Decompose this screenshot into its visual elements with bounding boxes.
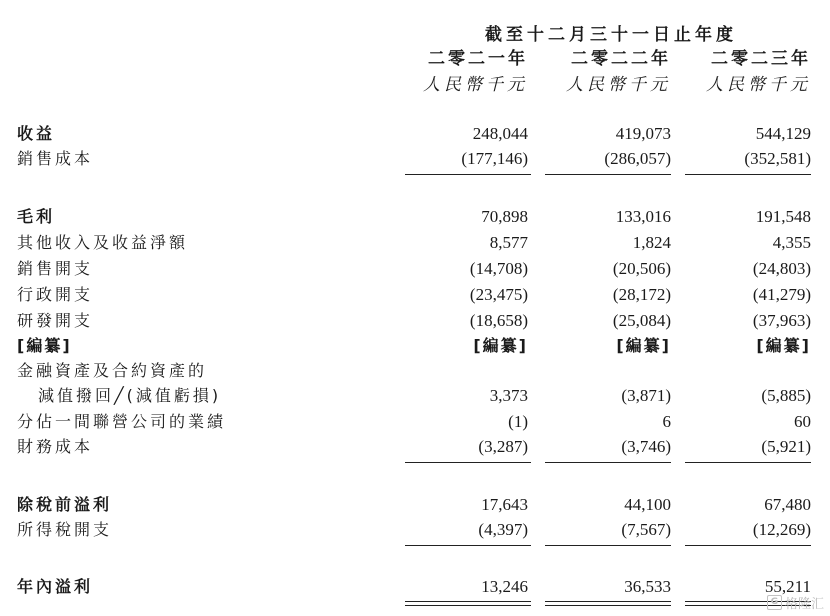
cell-2021: (177,146): [461, 149, 528, 168]
cell-2023: [編纂]: [756, 336, 811, 355]
row-label: 財務成本: [17, 437, 94, 456]
cell-2023: (41,279): [752, 285, 811, 304]
cell-2023: 67,480: [764, 495, 811, 514]
cell-2021: 8,577: [489, 233, 528, 252]
row-label: 毛利: [17, 207, 56, 226]
table-row-impairment: [0, 385, 830, 409]
table-row-cost-of-sales: [0, 148, 830, 172]
table-row-revenue: [0, 123, 830, 147]
cell-2021: (1): [508, 412, 528, 431]
watermark-logo-icon: G: [767, 595, 782, 610]
subtotal-rule-2022: [545, 174, 671, 175]
cell-2023: (24,803): [752, 259, 811, 278]
cell-2023: 544,129: [755, 124, 811, 143]
row-label: 分佔一間聯營公司的業績: [17, 412, 227, 431]
subtotal-rule-2023: [685, 462, 811, 463]
unit-header-2023: 人民幣千元: [706, 75, 811, 95]
cell-2021: 70,898: [481, 207, 528, 226]
table-row-profit-for-year: [0, 576, 830, 600]
cell-2022: 36,533: [624, 577, 671, 596]
table-row-admin-expenses: [0, 284, 830, 308]
table-row-redacted: [0, 335, 830, 359]
subtotal-rule-2022: [545, 545, 671, 546]
cell-2022: (7,567): [621, 520, 671, 539]
table-row-impairment-line1: [0, 360, 830, 384]
row-label: 銷售開支: [17, 259, 94, 278]
watermark-text: 格隆汇: [784, 597, 824, 612]
cell-2023: (352,581): [744, 149, 811, 168]
row-label: 除稅前溢利: [17, 495, 113, 514]
row-label: 年內溢利: [17, 577, 94, 596]
total-double-rule-2022: [545, 601, 671, 606]
watermark: [767, 593, 824, 612]
year-header-2022: 二零二二年: [571, 49, 671, 69]
cell-2023: 60: [794, 412, 811, 431]
cell-2021: 248,044: [472, 124, 528, 143]
cell-2022: (20,506): [612, 259, 671, 278]
table-row-income-tax: [0, 519, 830, 543]
cell-2021: 17,643: [481, 495, 528, 514]
cell-2022: (3,871): [621, 386, 671, 405]
cell-2023: 55,211: [764, 577, 811, 596]
cell-2022: [編纂]: [616, 336, 671, 355]
row-label: 研發開支: [17, 311, 94, 330]
row-label: 銷售成本: [17, 149, 94, 168]
table-row-other-income: [0, 232, 830, 256]
cell-2022: 44,100: [624, 495, 671, 514]
cell-2023: (5,921): [761, 437, 811, 456]
subtotal-rule-2021: [405, 545, 531, 546]
cell-2021: [編纂]: [473, 336, 528, 355]
table-row-associate-share: [0, 411, 830, 435]
cell-2021: (3,287): [478, 437, 528, 456]
cell-2023: (37,963): [752, 311, 811, 330]
cell-2022: (3,746): [621, 437, 671, 456]
cell-2023: (12,269): [752, 520, 811, 539]
row-label: 所得稅開支: [17, 520, 113, 539]
cell-2022: (28,172): [612, 285, 671, 304]
cell-2021: 3,373: [489, 386, 528, 405]
cell-2021: (23,475): [469, 285, 528, 304]
cell-2022: (25,084): [612, 311, 671, 330]
subtotal-rule-2022: [545, 462, 671, 463]
subtotal-rule-2021: [405, 462, 531, 463]
cell-2021: (4,397): [478, 520, 528, 539]
subtotal-rule-2021: [405, 174, 531, 175]
table-row-gross-profit: [0, 206, 830, 230]
row-label: [編纂]: [17, 336, 72, 355]
row-label: 行政開支: [17, 285, 94, 304]
cell-2022: 6: [662, 412, 671, 431]
year-header-2023: 二零二三年: [711, 49, 811, 69]
table-row-finance-costs: [0, 436, 830, 460]
table-row-profit-before-tax: [0, 494, 830, 518]
row-label: 收益: [17, 124, 56, 143]
cell-2023: (5,885): [761, 386, 811, 405]
row-label: 減值撥回╱(減值虧損): [38, 386, 222, 405]
cell-2023: 4,355: [772, 233, 811, 252]
cell-2022: 1,824: [632, 233, 671, 252]
row-label: 其他收入及收益淨額: [17, 233, 189, 252]
total-double-rule-2021: [405, 601, 531, 606]
cell-2022: (286,057): [604, 149, 671, 168]
cell-2023: 191,548: [755, 207, 811, 226]
unit-header-2021: 人民幣千元: [423, 75, 528, 95]
cell-2021: 13,246: [481, 577, 528, 596]
period-header: 截至十二月三十一日止年度: [485, 25, 737, 45]
cell-2022: 419,073: [615, 124, 671, 143]
subtotal-rule-2023: [685, 545, 811, 546]
year-header-2021: 二零二一年: [428, 49, 528, 69]
cell-2021: (14,708): [469, 259, 528, 278]
row-label: 金融資產及合約資產的: [17, 361, 208, 380]
cell-2022: 133,016: [615, 207, 671, 226]
table-row-rnd-expenses: [0, 310, 830, 334]
unit-header-2022: 人民幣千元: [566, 75, 671, 95]
subtotal-rule-2023: [685, 174, 811, 175]
cell-2021: (18,658): [469, 311, 528, 330]
table-row-selling-expenses: [0, 258, 830, 282]
